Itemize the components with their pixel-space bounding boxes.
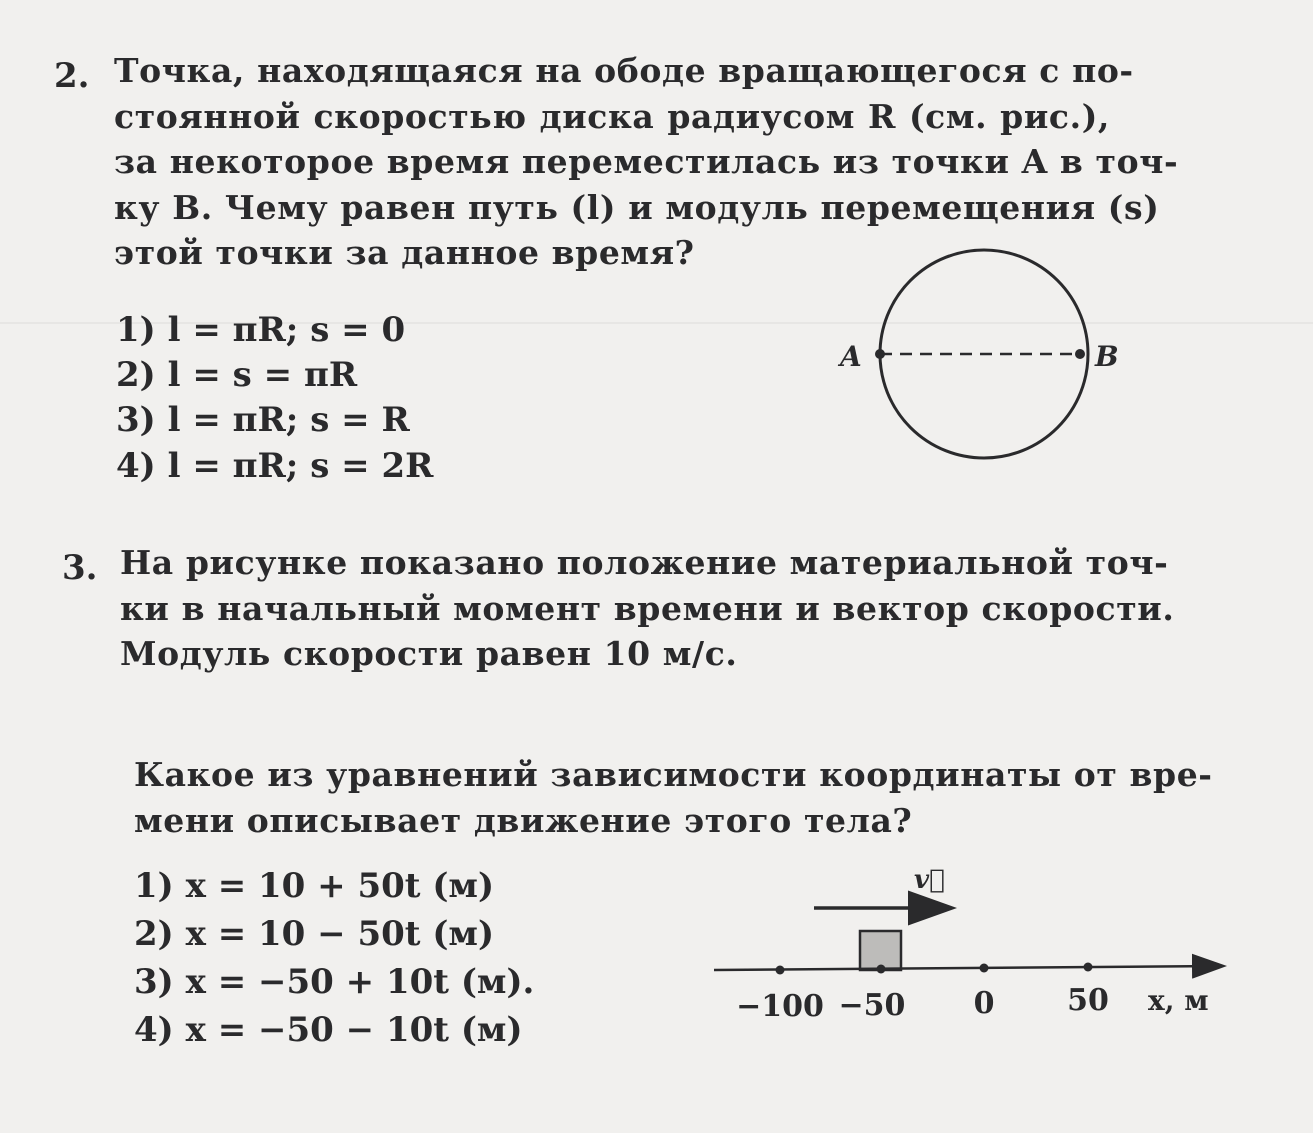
tick-label-minus50: −50 (838, 988, 906, 1023)
problem-2-line-3: за некоторое время переместилась из точки A в точ- (114, 142, 1179, 182)
problem-2-option-3: 3) l = πR; s = R (116, 400, 410, 440)
problem-3-line-3: Модуль скорости равен 10 м/с. (120, 634, 738, 674)
problem-3-question (134, 752, 1213, 843)
problem-3-question-line-2: мени описывает движение этого тела? (134, 800, 913, 840)
x-axis-line (714, 966, 1222, 970)
problem-2-line-5: этой точки за данное время? (114, 233, 695, 273)
tick-dot-minus100 (776, 966, 785, 975)
disk-figure (830, 248, 1130, 468)
problem-2-option-1: 1) l = πR; s = 0 (116, 310, 406, 350)
problem-3-option-3: 3) x = −50 + 10t (м). (134, 962, 535, 1002)
problem-3-option-4: 4) x = −50 − 10t (м) (134, 1010, 523, 1050)
problem-3-line-1: На рисунке показано положение материальной точ- (120, 543, 1169, 582)
problem-2-option-4: 4) l = πR; s = 2R (116, 446, 434, 486)
problem-2-option-2: 2) l = s = πR (116, 355, 358, 395)
problem-3-number: 3. (62, 548, 98, 588)
problem-3-option-2: 2) x = 10 − 50t (м) (134, 914, 495, 954)
point-b-dot (1075, 349, 1085, 359)
problem-3-text (120, 540, 1175, 677)
problem-3-option-1: 1) x = 10 + 50t (м) (134, 866, 495, 906)
problem-3-line-2: ки в начальный момент времени и вектор скорости. (120, 588, 1175, 628)
problem-2-text (114, 48, 1179, 276)
problem-2-line-4: ку B. Чему равен путь (l) и модуль перемещения (s) (114, 187, 1160, 227)
coordinate-axis-figure (700, 850, 1240, 1030)
axis-label: x, м (1148, 984, 1209, 1017)
tick-label-0: 0 (973, 986, 995, 1021)
problem-2-number: 2. (54, 56, 90, 96)
problem-2-line-1: Точка, находящаяся на ободе вращающегося с по- (114, 51, 1134, 90)
tick-dot-0 (980, 964, 989, 973)
point-a-dot (875, 349, 885, 359)
problem-2-line-2: стоянной скоростью диска радиусом R (см. рис.), (114, 96, 1110, 136)
point-a-label: A (840, 340, 862, 373)
body-square (860, 931, 901, 970)
velocity-label: v⃗ (914, 865, 945, 895)
tick-label-50: 50 (1067, 983, 1109, 1018)
tick-dot-50 (1084, 963, 1093, 972)
tick-dot-minus50 (877, 965, 886, 974)
point-b-label: B (1095, 340, 1119, 373)
problem-3-question-line-1: Какое из уравнений зависимости координаты от вре- (134, 755, 1213, 794)
tick-label-minus100: −100 (736, 989, 824, 1024)
